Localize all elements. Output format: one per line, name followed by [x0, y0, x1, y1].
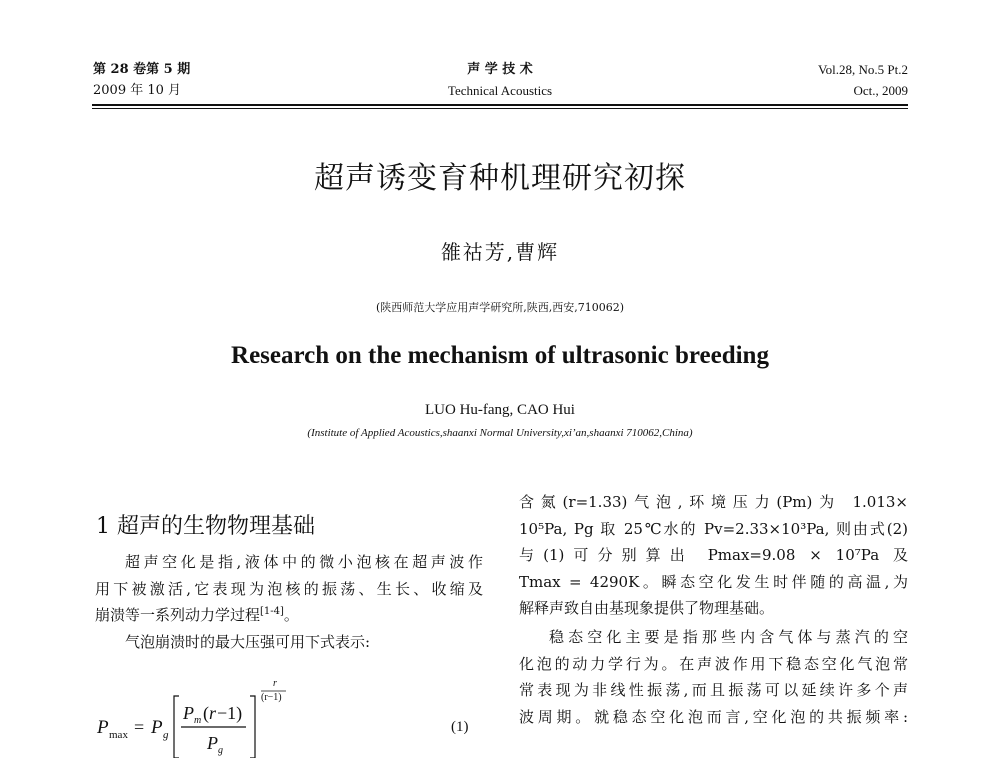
svg-text:(r−1): (r−1): [261, 692, 282, 703]
right-line-1: 含氮(r=1.33)气泡,环境压力(Pm)为 1.013×: [519, 493, 908, 511]
svg-text:g: g: [163, 729, 169, 741]
paper-affiliation-cn: (陕西师范大学应用声学研究所,陕西,西安,710062): [375, 301, 625, 314]
paper-title-en: Research on the mechanism of ultrasonic breeding: [231, 342, 769, 369]
equation-number: (1): [451, 719, 469, 735]
right-paragraph-2: [519, 624, 908, 730]
citation-ref: [1-4]: [260, 606, 284, 617]
right-p2-line-4: 波周期。就稳态空化泡而言,空化泡的共振频率:: [519, 707, 908, 726]
svg-text:P: P: [207, 733, 218, 753]
equation-pmax: [95, 672, 315, 758]
right-line-3: 与(1)可分别算出 Pmax=9.08 × 10⁷Pa 及: [519, 546, 908, 564]
svg-text:P: P: [183, 703, 194, 723]
svg-text:r: r: [273, 678, 277, 689]
paper-authors-en: LUO Hu-fang, CAO Hui: [425, 402, 575, 418]
right-p2-line-2: 化泡的动力学行为。在声波作用下稳态空化气泡常: [519, 654, 908, 673]
journal-name-cn: 声 学 技 术: [467, 62, 533, 77]
svg-text:(: (: [203, 703, 209, 723]
right-line-4: Tmax = 4290K。瞬态空化发生时伴随的高温,为: [519, 572, 908, 591]
svg-text:−1): −1): [217, 703, 243, 723]
header-rule-thick: [92, 104, 908, 106]
left-line-3-text: 崩溃等一系列动力学过程: [95, 606, 261, 624]
right-p2-line-1: 稳态空化主要是指那些内含气体与蒸汽的空: [549, 628, 908, 646]
svg-text:=: =: [134, 717, 145, 737]
svg-text:P: P: [97, 717, 109, 738]
left-line-3-end: 。: [283, 606, 299, 624]
svg-text:r: r: [209, 703, 217, 723]
journal-date-en: Oct., 2009: [853, 83, 908, 98]
svg-text:m: m: [194, 715, 202, 726]
svg-text:g: g: [218, 745, 223, 756]
journal-name-en: Technical Acoustics: [447, 83, 553, 98]
right-paragraph-1: [519, 489, 908, 622]
left-paragraph-1: [95, 549, 483, 655]
left-line-3: [95, 602, 483, 629]
journal-volume-en: Vol.28, No.5 Pt.2: [817, 62, 908, 77]
left-line-1: 超声空化是指,液体中的微小泡核在超声波作: [125, 553, 483, 571]
header-rule-thin: [92, 108, 908, 109]
journal-date-cn: 2009 年 10 月: [93, 83, 182, 98]
right-line-2: 10⁵Pa, Pg 取 25℃水的 Pv=2.33×10³Pa, 则由式(2): [519, 519, 908, 538]
paper-title-cn: 超声诱变育种机理研究初探: [314, 161, 686, 196]
right-line-5: 解释声致自由基现象提供了物理基础。: [519, 599, 775, 617]
svg-text:max: max: [109, 729, 128, 741]
svg-text:P: P: [151, 717, 163, 738]
paper-affiliation-en: (Institute of Applied Acoustics,shaanxi Normal University,xi’an,shaanxi 710062,China): [307, 427, 693, 439]
paper-authors-cn: 雒祜芳,曹辉: [440, 240, 560, 264]
left-line-2: 用下被激活,它表现为泡核的振荡、生长、收缩及: [95, 579, 483, 598]
left-line-4: 气泡崩溃时的最大压强可用下式表示:: [125, 632, 371, 651]
right-p2-line-3: 常表现为非线性振荡,而且振荡可以延续许多个声: [519, 681, 908, 699]
journal-volume-cn: 第 28 卷第 5 期: [93, 62, 191, 77]
section-heading: 1 超声的生物物理基础: [96, 514, 315, 539]
